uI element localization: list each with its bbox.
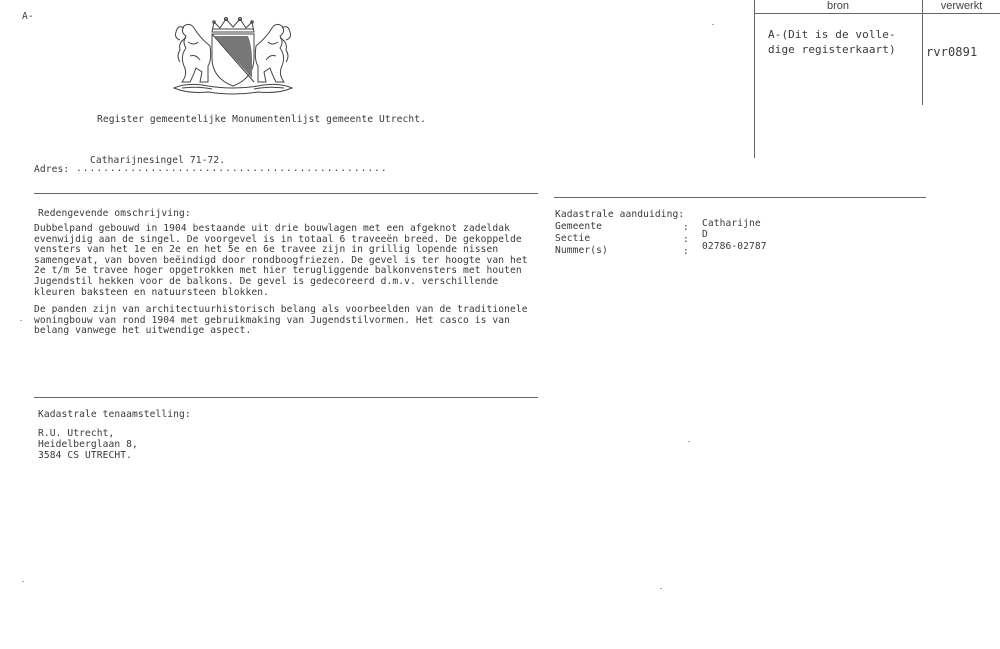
address-value: Catharijnesingel 71-72. bbox=[90, 155, 226, 166]
owner-address bbox=[38, 428, 138, 461]
scan-speck bbox=[712, 24, 714, 25]
cadastral-sep-gemeente: : bbox=[683, 222, 689, 233]
cadastral-sep-sectie: : bbox=[683, 234, 689, 245]
address-label: Adres: bbox=[34, 164, 70, 175]
cadastral-sep-nummers: : bbox=[683, 246, 689, 257]
cadastral-label-gemeente: Gemeente bbox=[555, 221, 603, 232]
divider-right-top bbox=[554, 197, 926, 198]
scan-speck bbox=[688, 441, 690, 442]
scan-speck bbox=[660, 588, 662, 589]
cadastral-value-nummers: 02786-02787 bbox=[702, 241, 767, 252]
source-box-header-rule bbox=[754, 13, 1000, 14]
scan-speck bbox=[22, 581, 24, 582]
coat-of-arms-logo bbox=[168, 16, 298, 98]
cadastral-value-sectie: D bbox=[702, 229, 708, 240]
source-header-bron: bron bbox=[826, 0, 850, 12]
description-paragraph-2: De panden zijn van architectuurhistorisch belang als voorbeelden van de traditionele woningbouw van rond 1904 met gebruikmaking van Jugendstilvormen. Het casco is van belang vanwege het uitwendige aspect. bbox=[34, 304, 528, 337]
source-box-divider bbox=[922, 0, 923, 105]
description-heading: Redengevende omschrijving: bbox=[38, 208, 191, 219]
owner-line-1: R.U. Utrecht, bbox=[38, 428, 115, 439]
source-bron-line2: dige registerkaart) bbox=[768, 43, 896, 56]
source-box-left-border bbox=[754, 0, 755, 158]
source-bron-line1: A-(Dit is de volle- bbox=[768, 28, 896, 41]
cadastral-label-sectie: Sectie bbox=[555, 233, 591, 244]
corner-code: A- bbox=[22, 11, 34, 22]
description-body bbox=[34, 224, 539, 344]
divider-left-top bbox=[34, 193, 538, 194]
divider-left-bottom bbox=[34, 397, 538, 398]
register-title: Register gemeentelijke Monumentenlijst gemeente Utrecht. bbox=[97, 114, 427, 125]
description-paragraph-1: Dubbelpand gebouwd in 1904 bestaande uit drie bouwlagen met een afgeknot zadeldak evenwijdig aan de singel. De voorgevel is in totaal 6 traveeën breed. De gekoppelde vensters van het 1e en 2e en het 5e en 6e travee zijn in grillig lopende nissen samengevat, van boven beëindigd door rondboogfriezen. De gevel is ter hoogte van het 2e t/m 5e travee hoger opgetrokken met hier terugliggende balkonvensters met houten Jugendstil hekken voor de balkons. De gevel is gedecoreerd d.m.v. verschillende kleuren baksteen en natuursteen blokken. bbox=[34, 223, 528, 298]
scan-speck bbox=[20, 320, 22, 321]
cadastral-label-nummers: Nummer(s) bbox=[555, 245, 608, 256]
address-dotted-line: .............................................. bbox=[76, 163, 388, 174]
cadastral-value-gemeente: Catharijne bbox=[702, 218, 761, 229]
cadastral-heading: Kadastrale aanduiding: bbox=[555, 209, 685, 220]
owner-line-2: Heidelberglaan 8, bbox=[38, 439, 138, 450]
source-header-verwerkt: verwerkt bbox=[940, 0, 983, 12]
source-bron-value bbox=[768, 27, 896, 57]
owner-heading: Kadastrale tenaamstelling: bbox=[38, 409, 191, 420]
source-verwerkt-value: rvr0891 bbox=[926, 45, 978, 59]
owner-line-3: 3584 CS UTRECHT. bbox=[38, 450, 133, 461]
